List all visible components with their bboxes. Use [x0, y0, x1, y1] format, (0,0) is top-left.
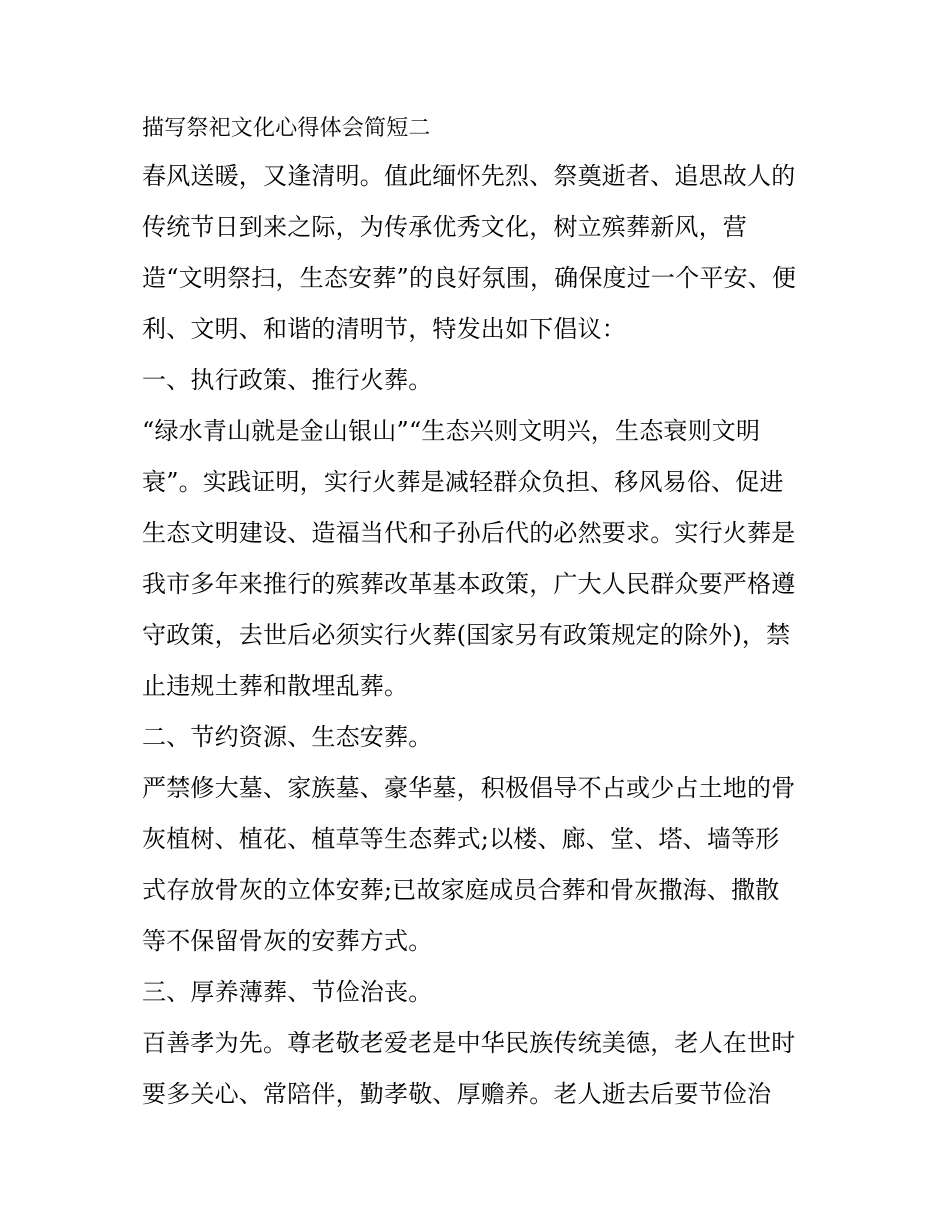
paragraph-line: 式存放骨灰的立体安葬;已故家庭成员合葬和骨灰撒海、撒散 [142, 876, 780, 904]
paragraph-line: 造“文明祭扫，生态安葬”的良好氛围，确保度过一个平安、便 [142, 264, 797, 292]
document-body [142, 107, 822, 1120]
section-heading: 三、厚养薄葬、节俭治丧。 [142, 978, 433, 1006]
paragraph-line: “绿水青山就是金山银山”“生态兴则文明兴，生态衰则文明 [142, 417, 761, 445]
paragraph-line: 春风送暖，又逢清明。值此缅怀先烈、祭奠逝者、追思故人的 [142, 162, 796, 190]
paragraph-line: 守政策，去世后必须实行火葬(国家另有政策规定的除外)，禁 [142, 621, 791, 649]
paragraph-line: 要多关心、常陪伴，勤孝敬、厚赡养。老人逝去后要节俭治 [142, 1080, 772, 1108]
paragraph-line: 生态文明建设、造福当代和子孙后代的必然要求。实行火葬是 [142, 519, 796, 547]
paragraph-line: 我市多年来推行的殡葬改革基本政策，广大人民群众要严格遵 [142, 570, 796, 598]
paragraph-line: 严禁修大墓、家族墓、豪华墓，积极倡导不占或少占土地的骨 [142, 774, 796, 802]
paragraph-line: 止违规土葬和散埋乱葬。 [142, 672, 409, 700]
document-title: 描写祭祀文化心得体会简短二 [142, 116, 431, 141]
section-heading: 一、执行政策、推行火葬。 [142, 366, 433, 394]
paragraph-line: 传统节日到来之际，为传承优秀文化，树立殡葬新风，营 [142, 213, 747, 241]
paragraph-line: 百善孝为先。尊老敬老爱老是中华民族传统美德，老人在世时 [142, 1029, 796, 1057]
paragraph-line: 等不保留骨灰的安葬方式。 [142, 927, 433, 955]
paragraph-line: 灰植树、植花、植草等生态葬式;以楼、廊、堂、塔、墙等形 [142, 825, 780, 853]
paragraph-line: 利、文明、和谐的清明节，特发出如下倡议： [142, 315, 626, 343]
section-heading: 二、节约资源、生态安葬。 [142, 723, 433, 751]
paragraph-line: 衰”。实践证明，实行火葬是减轻群众负担、移风易俗、促进 [142, 468, 784, 496]
